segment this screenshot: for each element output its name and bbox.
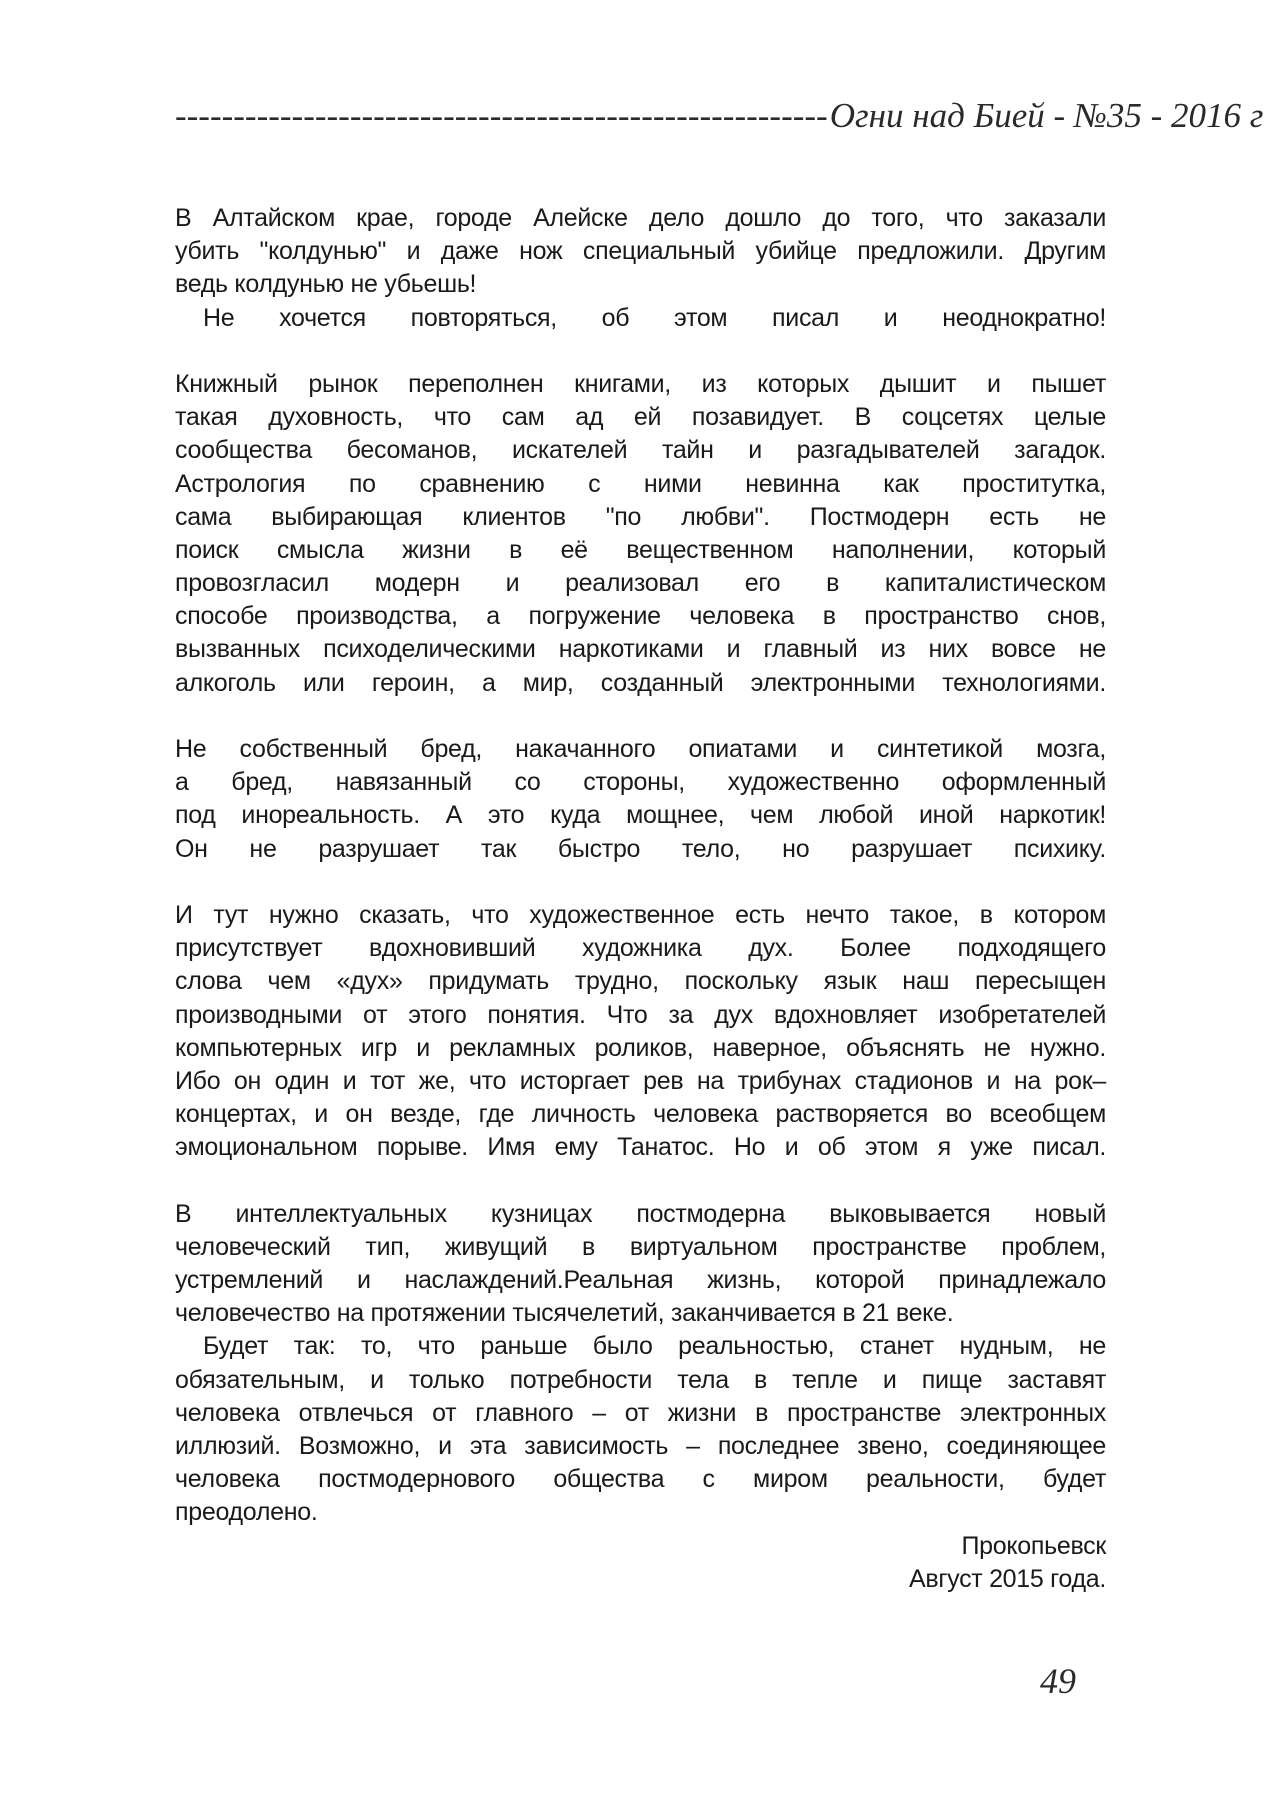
paragraph-spacer (175, 866, 1106, 899)
text-line: Будет так: то, что раньше было реальностью, станет нудным, не (203, 1332, 1106, 1361)
text-line: концертах, и он везде, где личность человека растворяется во всеобщем (175, 1100, 1106, 1129)
signature (175, 1530, 1106, 1596)
running-header (175, 94, 1264, 138)
text-line: а бред, навязанный со стороны, художественно оформленный (175, 768, 1106, 797)
text-line: сообщества бесоманов, искателей тайн и разгадывателей загадок. (175, 436, 1106, 465)
text-line: вызванных психоделическими наркотиками и главный из них вовсе не (175, 635, 1106, 664)
text-line: иллюзий. Возможно, и эта зависимость – последнее звено, соединяющее (175, 1431, 1106, 1460)
text-line: ведь колдунью не убьешь! (175, 270, 477, 299)
journal-title: Огни над Бией - №35 - 2016 г (829, 96, 1264, 135)
text-line: сама выбирающая клиентов "по любви". Постмодерн есть не (175, 502, 1106, 531)
text-line: человека отвлечься от главного – от жизни в пространстве электронных (175, 1398, 1106, 1427)
signature-date: Август 2015 года. (908, 1564, 1106, 1593)
paragraph (175, 899, 1106, 1165)
text-line: поиск смысла жизни в её вещественном наполнении, который (175, 535, 1106, 564)
text-line: способе производства, а погружение человека в пространство снов, (175, 602, 1106, 631)
text-line: устремлений и наслаждений.Реальная жизнь, которой принадлежало (175, 1266, 1106, 1294)
text-line: Астрология по сравнению с ними невинна как проститутка, (175, 469, 1106, 498)
text-line: присутствует вдохновивший художника дух. Более подходящего (175, 934, 1106, 963)
text-line: Книжный рынок переполнен книгами, из которых дышит и пышет (175, 369, 1106, 398)
text-line: слова чем «дух» придумать трудно, поскольку язык наш пересыщен (175, 967, 1106, 996)
text-line: И тут нужно сказать, что художественное есть нечто такое, в котором (175, 900, 1106, 929)
text-line: Не хочется повторяться, об этом писал и неоднократно! (203, 303, 1106, 332)
paragraph (175, 1330, 1106, 1529)
text-line: эмоциональном порыве. Имя ему Танатос. Но и об этом я уже писал. (175, 1133, 1106, 1162)
signature-place: Прокопьевск (961, 1531, 1106, 1560)
text-line: Ибо он один и тот же, что исторгает рев на трибунах стадионов и на рок– (175, 1066, 1106, 1095)
header-dash-rule: -------------------------------------------------------- (175, 96, 828, 135)
text-line: алкоголь или героин, а мир, созданный электронными технологиями. (175, 668, 1106, 697)
paragraph (175, 733, 1106, 866)
text-line: производными от этого понятия. Что за дух вдохновляет изобретателей (175, 1000, 1106, 1029)
text-line: человека постмодернового общества с миром реальности, будет (175, 1465, 1106, 1494)
paragraph-spacer (175, 335, 1106, 368)
paragraph (175, 302, 1106, 335)
text-line: провозгласил модерн и реализовал его в капиталистическом (175, 569, 1106, 598)
paragraph (175, 202, 1106, 302)
paragraph-spacer (175, 1164, 1106, 1197)
text-line: В интеллектуальных кузницах постмодерна выковывается новый (175, 1199, 1106, 1228)
text-line: человеческий тип, живущий в виртуальном пространстве проблем, (175, 1232, 1106, 1261)
paragraph-spacer (175, 700, 1106, 733)
text-line: такая духовность, что сам ад ей позавидует. В соцсетях целые (175, 403, 1106, 432)
text-line: обязательным, и только потребности тела в тепле и пище заставят (175, 1365, 1106, 1394)
text-line: Не собственный бред, накачанного опиатами и синтетикой мозга, (175, 735, 1106, 763)
paragraph (175, 368, 1106, 700)
text-line: компьютерных игр и рекламных роликов, наверное, объяснять не нужно. (175, 1033, 1106, 1062)
text-line: преодолено. (175, 1498, 318, 1527)
article-body (175, 202, 1106, 1596)
paragraph (175, 1198, 1106, 1331)
text-line: В Алтайском крае, городе Алейске дело дошло до того, что заказали (175, 204, 1106, 232)
text-line: Он не разрушает так быстро тело, но разрушает психику. (175, 834, 1106, 863)
text-line: человечество на протяжении тысячелетий, заканчивается в 21 веке. (175, 1299, 954, 1328)
text-line: под инореальность. А это куда мощнее, чем любой иной наркотик! (175, 801, 1106, 830)
text-line: убить "колдунью" и даже нож специальный убийце предложили. Другим (175, 237, 1106, 266)
page-number: 49 (1040, 1661, 1076, 1701)
